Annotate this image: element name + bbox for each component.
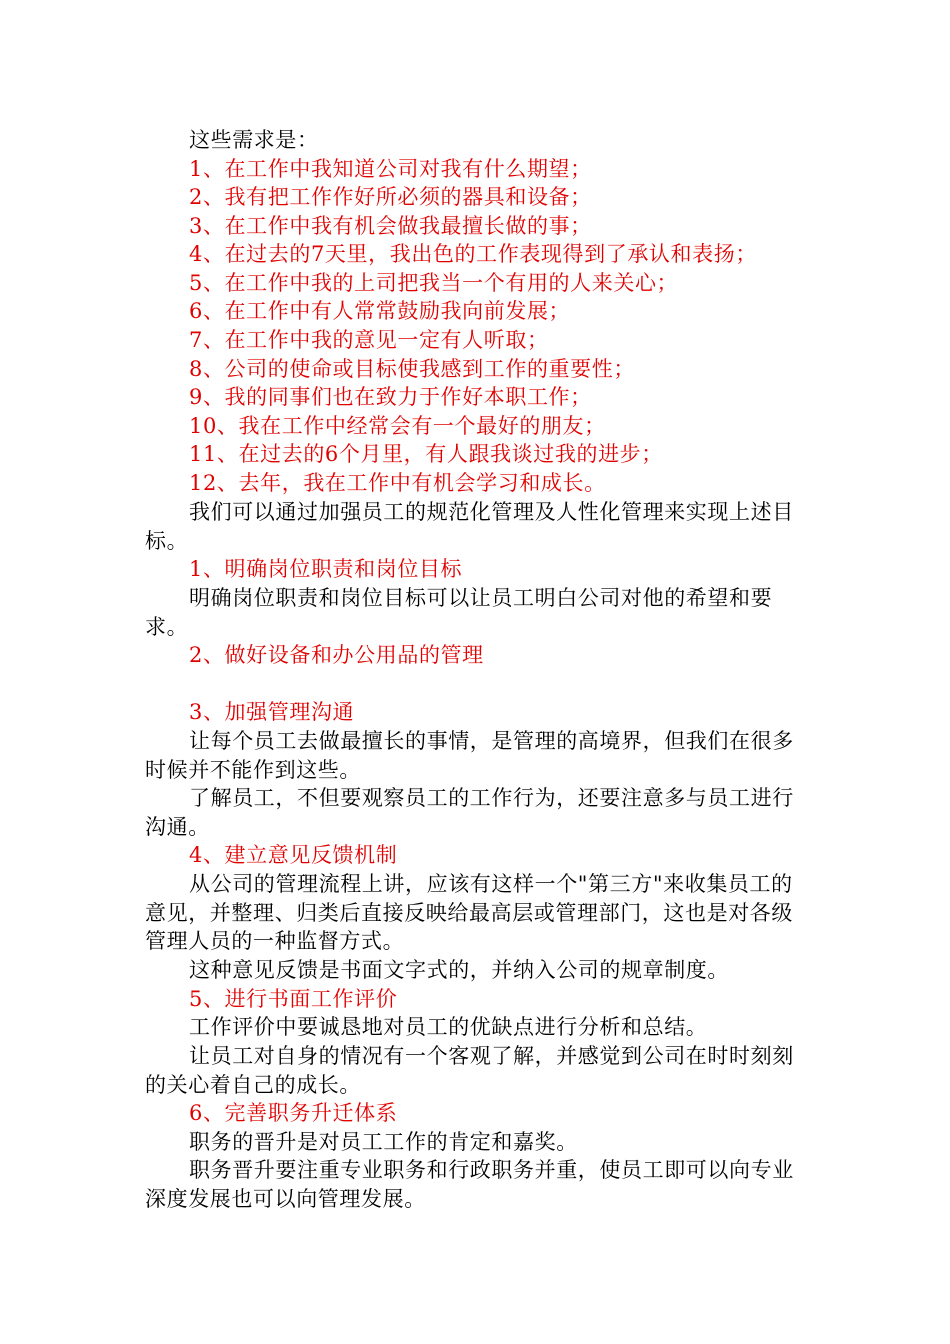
section-6-paragraph-1: 职务的晋升是对员工工作的肯定和嘉奖。 xyxy=(189,1130,578,1154)
section-heading-5: 5、进行书面工作评价 xyxy=(189,987,398,1011)
section-3-paragraph-2: 了解员工，不但要观察员工的工作行为，还要注意多与员工进行沟通。 xyxy=(145,786,794,839)
need-item-5: 5、在工作中我的上司把我当一个有用的人来关心； xyxy=(189,271,679,295)
need-item-3: 3、在工作中我有机会做我最擅长做的事； xyxy=(189,214,592,238)
section-3-paragraph-1: 让每个员工去做最擅长的事情，是管理的高境界，但我们在很多时候并不能作到这些。 xyxy=(145,729,794,782)
section-heading-4: 4、建立意见反馈机制 xyxy=(189,843,398,867)
goal-paragraph: 我们可以通过加强员工的规范化管理及人性化管理来实现上述目标。 xyxy=(145,500,794,553)
section-heading-6: 6、完善职务升迁体系 xyxy=(189,1101,398,1125)
section-5-paragraph-1: 工作评价中要诚恳地对员工的优缺点进行分析和总结。 xyxy=(189,1015,708,1039)
need-item-8: 8、公司的使命或目标使我感到工作的重要性； xyxy=(189,357,635,381)
need-item-12: 12、去年，我在工作中有机会学习和成长。 xyxy=(189,471,606,495)
section-heading-2: 2、做好设备和办公用品的管理 xyxy=(189,643,484,667)
need-item-7: 7、在工作中我的意见一定有人听取； xyxy=(189,328,549,352)
need-item-4: 4、在过去的7天里，我出色的工作表现得到了承认和表扬； xyxy=(189,242,757,266)
section-4-paragraph-2: 这种意见反馈是书面文字式的，并纳入公司的规章制度。 xyxy=(189,958,729,982)
need-item-9: 9、我的同事们也在致力于作好本职工作； xyxy=(189,385,592,409)
section-heading-1: 1、明确岗位职责和岗位目标 xyxy=(189,557,463,581)
need-item-10: 10、我在工作中经常会有一个最好的朋友； xyxy=(189,414,606,438)
section-5-paragraph-2: 让员工对自身的情况有一个客观了解，并感觉到公司在时时刻刻的关心着自己的成长。 xyxy=(145,1044,794,1097)
need-item-11: 11、在过去的6个月里，有人跟我谈过我的进步； xyxy=(189,442,663,466)
need-item-2: 2、我有把工作作好所必须的器具和设备； xyxy=(189,185,592,209)
section-heading-3: 3、加强管理沟通 xyxy=(189,700,355,724)
section-4-paragraph-1: 从公司的管理流程上讲，应该有这样一个"第三方"来收集员工的意见，并整理、归类后直接反映给最高层或管理部门，这也是对各级管理人员的一种监督方式。 xyxy=(145,872,793,954)
need-item-1: 1、在工作中我知道公司对我有什么期望； xyxy=(189,157,592,181)
intro-text: 这些需求是： xyxy=(189,128,319,152)
need-item-6: 6、在工作中有人常常鼓励我向前发展； xyxy=(189,299,571,323)
section-6-paragraph-2: 职务晋升要注重专业职务和行政职务并重，使员工即可以向专业深度发展也可以向管理发展。 xyxy=(145,1158,794,1211)
section-1-paragraph-1: 明确岗位职责和岗位目标可以让员工明白公司对他的希望和要求。 xyxy=(145,586,773,639)
